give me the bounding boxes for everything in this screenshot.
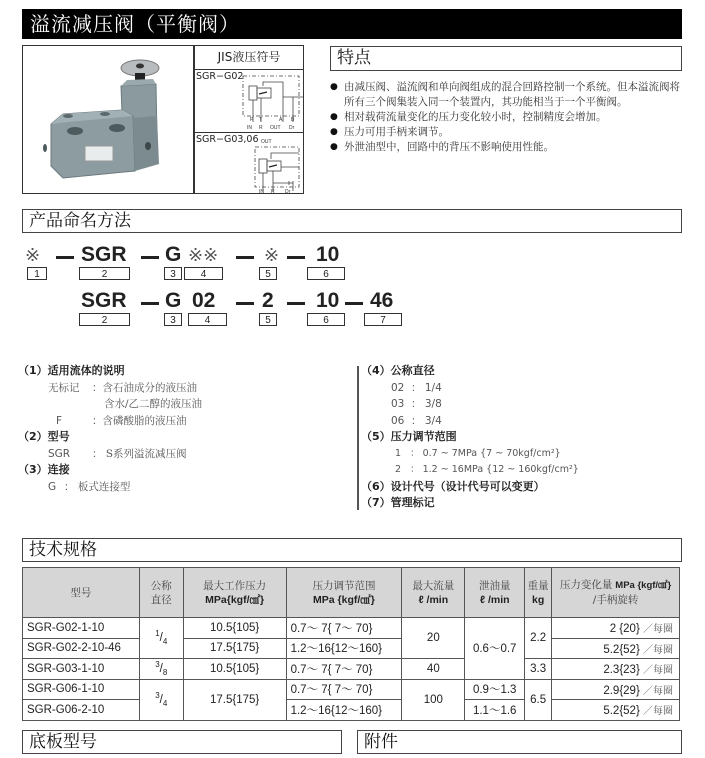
features-heading: 特点 [330, 46, 682, 71]
box-7: 7 [364, 313, 402, 326]
port-dr-2: Dr [285, 189, 291, 195]
cell-max-pressure: 17.5{175} [183, 638, 286, 659]
cell-max-pressure: 17.5{175} [183, 679, 286, 720]
features-list [330, 80, 690, 155]
cell-change: 2 {20} ／每圈 [552, 618, 680, 639]
cell-size: $^3/_8$ [139, 659, 183, 680]
code-fluid: ※ [25, 245, 41, 265]
desc-line: 03 ： 3/8 [391, 398, 442, 410]
cell-range: 0.7～ 7{ 7～ 70} [286, 659, 402, 680]
dash [56, 256, 74, 259]
cell-flow: 20 [402, 618, 465, 659]
code-design: 10 [316, 243, 340, 266]
dash [141, 302, 159, 305]
desc-design-heading: （6）设计代号（设计代号可以变更） [361, 479, 545, 493]
dash [345, 302, 363, 305]
desc-range-heading: （5）压力调节范围 [361, 430, 457, 443]
col-max-pressure: 最大工作压力 MPa{kgf/㎠} [183, 568, 286, 618]
dash [287, 256, 305, 259]
divider [357, 366, 359, 510]
port-dr: Dr [289, 125, 295, 131]
code-size: ※※ [188, 245, 219, 265]
box-1: 1 [27, 267, 47, 280]
desc-line: 无标记 ：含石油成分的液压油 [48, 381, 197, 394]
box-4: 4 [184, 267, 223, 280]
cell-model: SGR-G02-1-10 [23, 618, 140, 639]
box-5: 5 [259, 313, 277, 326]
example-series: SGR [81, 289, 127, 312]
port-in-2: IN [259, 189, 264, 195]
cell-size: $^1/_4$ [139, 618, 183, 659]
product-photo [22, 45, 194, 194]
dash [141, 256, 159, 259]
cell-weight: 2.2 [525, 618, 552, 659]
subplate-heading: 底板型号 [22, 730, 342, 754]
table-row [23, 659, 680, 680]
desc-fluid-heading: （1）适用流体的说明 [18, 364, 125, 377]
jis-symbol-panel [193, 45, 304, 194]
box-3: 3 [164, 267, 182, 280]
port-a: A [279, 117, 283, 123]
cell-weight: 3.3 [525, 659, 552, 680]
dash [236, 256, 254, 259]
example-connection: G [165, 289, 182, 312]
cell-weight: 6.5 [525, 679, 552, 720]
hydraulic-symbol-g03-06 [237, 135, 303, 195]
col-pressure-change: 压力变化量 MPa {kgf/㎠} /手柄旋转 [552, 568, 680, 618]
desc-line: G ： 板式连接型 [48, 480, 131, 493]
desc-line: 02 ： 1/4 [391, 381, 442, 394]
jis-label-g03-06: SGR−G03,06 [196, 134, 259, 145]
col-weight: 重量 kg [525, 568, 552, 618]
desc-line: 含水/乙二醇的液压油 [104, 398, 203, 410]
cell-drain: 0.6～0.7 [465, 618, 525, 680]
cell-max-pressure: 10.5{105} [183, 618, 286, 639]
col-drain: 泄油量 ℓ /min [465, 568, 525, 618]
port-b: B [291, 117, 295, 123]
desc-connection-heading: （3）连接 [18, 463, 70, 476]
jis-symbol-g02 [195, 70, 303, 132]
cell-change: 5.2{52} ／每圈 [552, 700, 680, 721]
box-5: 5 [259, 267, 277, 280]
col-max-flow: 最大流量 ℓ /min [402, 568, 465, 618]
dash [287, 302, 305, 305]
feature-item: ● 由减压阀、溢流阀和单向阀组成的混合回路控制一个系统。但本溢流阀将所有三个阀集装入同一个装置内，其功能相当于一个平衡阀。 [330, 80, 690, 110]
cell-range: 0.7～ 7{ 7～ 70} [286, 679, 402, 700]
feature-item: ● 压力可用手柄来调节。 [330, 125, 690, 140]
cell-flow: 100 [402, 679, 465, 720]
col-range: 压力调节范围 MPa {kgf/㎠} [286, 568, 402, 618]
cell-model: SGR-G06-2-10 [23, 700, 140, 721]
box-6: 6 [307, 313, 345, 326]
example-design: 10 [316, 289, 340, 312]
port-t: T [259, 117, 263, 123]
dash [236, 302, 254, 305]
cell-range: 1.2～16{12～160} [286, 638, 402, 659]
specs-heading: 技术规格 [22, 538, 682, 562]
port-p: P [250, 117, 254, 123]
jis-symbol-g03-06 [195, 132, 303, 195]
jis-label-g02: SGR−G02 [196, 71, 244, 82]
box-2: 2 [79, 267, 130, 280]
feature-item: ● 外泄油型中，回路中的背压不影响使用性能。 [330, 140, 690, 155]
example-mark: 46 [370, 289, 394, 312]
desc-line: F ：含磷酸脂的液压油 [56, 414, 187, 427]
port-out-top: OUT [261, 139, 272, 145]
port-r: R [259, 125, 263, 131]
valve-image [23, 46, 193, 193]
page-title: 溢流减压阀（平衡阀） [22, 9, 682, 39]
cell-model: SGR-G06-1-10 [23, 679, 140, 700]
cell-model: SGR-G02-2-10-46 [23, 638, 140, 659]
desc-line: 06 ： 3/4 [391, 414, 442, 427]
table-row [23, 638, 680, 659]
desc-size-heading: （4）公称直径 [361, 364, 435, 377]
cell-max-pressure: 10.5{105} [183, 659, 286, 680]
spec-table [22, 567, 680, 721]
box-3: 3 [164, 313, 182, 326]
cell-range: 0.7～ 7{ 7～ 70} [286, 618, 402, 639]
code-range: ※ [264, 245, 280, 265]
table-row [23, 700, 680, 721]
jis-symbol-title: JIS液压符号 [195, 46, 303, 70]
cell-size: $^3/_4$ [139, 679, 183, 720]
cell-change: 5.2{52} ／每圈 [552, 638, 680, 659]
cell-change: 2.9{29} ／每圈 [552, 679, 680, 700]
port-out: OUT [270, 125, 281, 131]
desc-line: SGR ： S系列溢流减压阀 [48, 447, 187, 460]
naming-descriptions-right [361, 363, 701, 512]
code-series: SGR [81, 243, 127, 266]
desc-mark-heading: （7）管理标记 [361, 496, 435, 509]
col-model: 型号 [23, 568, 140, 618]
desc-line: 2 ： 1.2 ~ 16MPa {12 ~ 160kgf/cm²} [395, 464, 579, 475]
box-4: 4 [188, 313, 227, 326]
example-range: 2 [262, 289, 274, 312]
accessories-heading: 附件 [357, 730, 682, 754]
example-size: 02 [192, 289, 216, 312]
naming-heading: 产品命名方法 [22, 209, 682, 233]
port-r-2: R [271, 189, 275, 195]
cell-range: 1.2～16{12～160} [286, 700, 402, 721]
naming-descriptions-left [18, 363, 348, 495]
hydraulic-symbol-g02 [237, 72, 303, 132]
cell-model: SGR-G03-1-10 [23, 659, 140, 680]
cell-drain: 1.1～1.6 [465, 700, 525, 721]
table-row [23, 679, 680, 700]
feature-item: ● 相对载荷流量变化的压力变化较小时，控制精度会增加。 [330, 110, 690, 125]
box-2: 2 [79, 313, 130, 326]
cell-flow: 40 [402, 659, 465, 680]
col-size: 公称 直径 [139, 568, 183, 618]
cell-change: 2.3{23} ／每圈 [552, 659, 680, 680]
port-in: IN [247, 125, 252, 131]
box-6: 6 [307, 267, 345, 280]
code-connection: G [165, 243, 182, 266]
desc-line: 1 ： 0.7 ~ 7MPa {7 ~ 70kgf/cm²} [395, 447, 561, 459]
table-header-row [23, 568, 680, 618]
cell-drain: 0.9～1.3 [465, 679, 525, 700]
desc-model-heading: （2）型号 [18, 430, 70, 443]
table-row [23, 618, 680, 639]
